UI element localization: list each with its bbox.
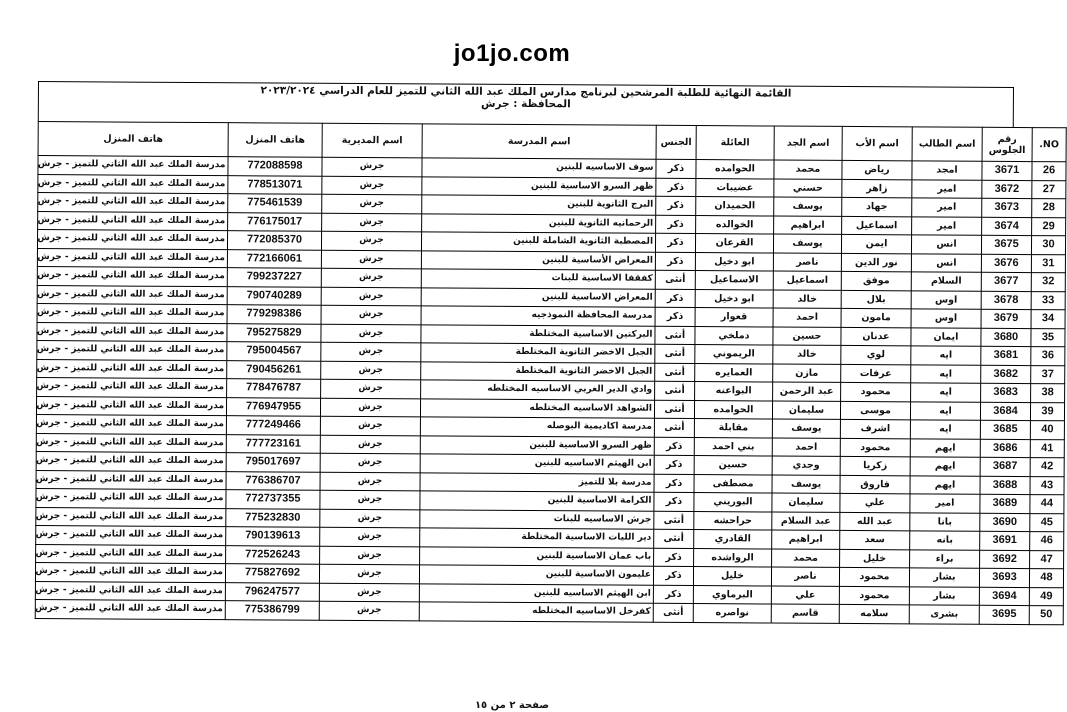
family-name: حسين xyxy=(694,456,772,475)
row-number: 44 xyxy=(1030,495,1064,514)
family-name: الرواشده xyxy=(694,548,772,567)
col-target-school: هاتف المنزل xyxy=(38,122,228,157)
school-name: البركتين الاساسية المختلطة xyxy=(421,324,655,344)
school-name: ابن الهيثم الاساسيه للبنين xyxy=(419,583,653,603)
directorate: جرش xyxy=(321,305,421,324)
grandfather-name: عبد السلام xyxy=(772,512,840,531)
family-name: بني احمد xyxy=(694,437,772,456)
home-phone: 775461539 xyxy=(228,194,322,213)
directorate: جرش xyxy=(320,435,420,454)
school-name: الشواهد الاساسيه المختلطه xyxy=(420,398,654,418)
seat-number: 3692 xyxy=(980,550,1030,569)
col-family-name: العائلة xyxy=(696,126,774,160)
target-school: مدرسة الملك عبد الله الثاني للتميز - جرش xyxy=(38,156,228,176)
home-phone: 775232830 xyxy=(226,508,320,527)
father-name: محمود xyxy=(841,382,911,401)
target-school: مدرسة الملك عبد الله الثاني للتميز - جرش xyxy=(36,544,226,564)
school-name: وادي الدير الغربي الاساسيه المختلطه xyxy=(421,380,655,400)
student-name: بشار xyxy=(909,586,979,605)
document-header xyxy=(38,81,1014,127)
family-name: الحوامده xyxy=(696,160,774,179)
family-name: مصطفى xyxy=(694,474,772,493)
gender: أنثى xyxy=(653,603,693,622)
seat-number: 3681 xyxy=(981,346,1031,365)
directorate: جرش xyxy=(321,268,421,287)
seat-number: 3672 xyxy=(982,180,1032,199)
seat-number: 3671 xyxy=(982,161,1032,180)
row-number: 27 xyxy=(1032,180,1066,199)
father-name: ايمن xyxy=(841,234,911,253)
grandfather-name: محمد xyxy=(772,549,840,568)
row-number: 41 xyxy=(1030,439,1064,458)
father-name: موفق xyxy=(841,271,911,290)
home-phone: 778513071 xyxy=(228,175,322,194)
row-number: 45 xyxy=(1030,513,1064,532)
row-number: 38 xyxy=(1031,384,1065,403)
target-school: مدرسة الملك عبد الله الثاني للتميز - جرش xyxy=(38,211,228,231)
school-name: مدرسة المحافظة النموذجيه xyxy=(421,306,655,326)
home-phone: 772085370 xyxy=(227,231,321,250)
directorate: جرش xyxy=(319,601,419,620)
father-name: سلامه xyxy=(839,604,909,623)
gender: أنثى xyxy=(654,511,694,530)
home-phone: 778476787 xyxy=(227,379,321,398)
seat-number: 3691 xyxy=(980,531,1030,550)
seat-number: 3682 xyxy=(981,365,1031,384)
seat-number: 3689 xyxy=(980,494,1030,513)
target-school: مدرسة الملك عبد الله الثاني للتميز - جرش xyxy=(37,378,227,398)
directorate: جرش xyxy=(322,194,422,213)
gender: ذكر xyxy=(654,548,694,567)
row-number: 36 xyxy=(1031,347,1065,366)
target-school: مدرسة الملك عبد الله الثاني للتميز - جرش xyxy=(36,470,226,490)
father-name: علي xyxy=(840,493,910,512)
directorate: جرش xyxy=(320,416,420,435)
target-school: مدرسة الملك عبد الله الثاني للتميز - جرش xyxy=(37,359,227,379)
student-name: ايه xyxy=(910,420,980,439)
gender: ذكر xyxy=(656,215,696,234)
seat-number: 3695 xyxy=(979,605,1029,624)
grandfather-name: سليمان xyxy=(772,493,840,512)
family-name: البوريني xyxy=(694,493,772,512)
gender: أنثى xyxy=(654,529,694,548)
family-name: العمايره xyxy=(695,363,773,382)
school-name: الكرامة الاساسية للبنين xyxy=(420,491,654,511)
target-school: مدرسة الملك عبد الله الثاني للتميز - جرش xyxy=(36,452,226,472)
gender: ذكر xyxy=(653,585,693,604)
directorate: جرش xyxy=(321,342,421,361)
gender: ذكر xyxy=(655,307,695,326)
family-name: القرعان xyxy=(695,234,773,253)
gender: ذكر xyxy=(654,492,694,511)
gender: ذكر xyxy=(656,178,696,197)
student-name: ايه xyxy=(911,383,981,402)
student-name: السلام xyxy=(911,272,981,291)
student-name: انس xyxy=(911,235,981,254)
family-name: الريموني xyxy=(695,345,773,364)
seat-number: 3684 xyxy=(980,402,1030,421)
target-school: مدرسة الملك عبد الله الثاني للتميز - جرش xyxy=(38,193,228,213)
home-phone: 772166061 xyxy=(227,249,321,268)
school-name: سوف الاساسيه للبنين xyxy=(422,158,656,178)
target-school: مدرسة الملك عبد الله الثاني للتميز - جرش xyxy=(37,230,227,250)
family-name: الاسماعيل xyxy=(695,271,773,290)
home-phone: 779298386 xyxy=(227,305,321,324)
target-school: مدرسة الملك عبد الله الثاني للتميز - جرش xyxy=(36,507,226,527)
home-phone: 776175017 xyxy=(228,212,322,231)
target-school: مدرسة الملك عبد الله الثاني للتميز - جرش xyxy=(36,396,226,416)
family-name: ابو دخيل xyxy=(695,289,773,308)
family-name: عضيبات xyxy=(696,178,774,197)
col-home-phone: هاتف المنزل xyxy=(228,123,322,158)
home-phone: 796247577 xyxy=(225,582,319,601)
home-phone: 795004567 xyxy=(227,342,321,361)
row-number: 47 xyxy=(1030,550,1064,569)
father-name: عرفات xyxy=(841,364,911,383)
home-phone: 790456261 xyxy=(227,360,321,379)
family-name: مقابلة xyxy=(694,419,772,438)
row-number: 34 xyxy=(1031,310,1065,329)
family-name: حراحشه xyxy=(694,511,772,530)
grandfather-name: حسني xyxy=(774,179,842,198)
gender: أنثى xyxy=(655,363,695,382)
directorate: جرش xyxy=(321,361,421,380)
student-name: براء xyxy=(910,549,980,568)
home-phone: 772088598 xyxy=(228,157,322,176)
grandfather-name: خالد xyxy=(773,345,841,364)
father-name: عدنان xyxy=(841,327,911,346)
candidates-table xyxy=(35,121,1067,625)
student-name: بشار xyxy=(909,568,979,587)
target-school: مدرسة الملك عبد الله الثاني للتميز - جرش xyxy=(37,304,227,324)
target-school: مدرسة الملك عبد الله الثاني للتميز - جرش xyxy=(36,415,226,435)
directorate: جرش xyxy=(321,324,421,343)
home-phone: 795275829 xyxy=(227,323,321,342)
student-name: امير xyxy=(910,494,980,513)
gender: أنثى xyxy=(655,326,695,345)
father-name: عبد الله xyxy=(840,512,910,531)
student-name: امجد xyxy=(912,161,982,180)
home-phone: 775386799 xyxy=(225,601,319,620)
seat-number: 3674 xyxy=(982,217,1032,236)
gender: ذكر xyxy=(655,233,695,252)
home-phone: 772526243 xyxy=(226,545,320,564)
row-number: 50 xyxy=(1029,606,1063,625)
row-number: 42 xyxy=(1030,458,1064,477)
school-name: مدرسة اكاديمية البوصله xyxy=(420,417,654,437)
directorate: جرش xyxy=(320,398,420,417)
target-school: مدرسة الملك عبد الله الثاني للتميز - جرش xyxy=(37,248,227,268)
father-name: اسماعيل xyxy=(842,216,912,235)
row-number: 29 xyxy=(1032,217,1066,236)
seat-number: 3693 xyxy=(979,568,1029,587)
father-name: زكريا xyxy=(840,456,910,475)
row-number: 30 xyxy=(1031,236,1065,255)
directorate: جرش xyxy=(321,250,421,269)
grandfather-name: سليمان xyxy=(772,401,840,420)
home-phone: 777723161 xyxy=(226,434,320,453)
directorate: جرش xyxy=(319,583,419,602)
school-name: جرش الاساسيه للبنات xyxy=(420,509,654,529)
home-phone: 795017697 xyxy=(226,453,320,472)
father-name: اشرف xyxy=(840,419,910,438)
school-name: كفرخل الاساسيه المختلطه xyxy=(419,602,653,622)
directorate: جرش xyxy=(320,509,420,528)
father-name: محمود xyxy=(839,567,909,586)
father-name: زاهر xyxy=(842,179,912,198)
site-watermark: jo1jo.com xyxy=(453,40,571,67)
grandfather-name: يوسف xyxy=(774,197,842,216)
school-name: مدرسة بلا للتميز xyxy=(420,472,654,492)
family-name: القادري xyxy=(694,530,772,549)
row-number: 39 xyxy=(1030,402,1064,421)
grandfather-name: محمد xyxy=(774,160,842,179)
row-number: 48 xyxy=(1029,569,1063,588)
col-school-name: اسم المدرسة xyxy=(422,124,656,159)
directorate: جرش xyxy=(320,490,420,509)
directorate: جرش xyxy=(321,287,421,306)
row-number: 32 xyxy=(1031,273,1065,292)
grandfather-name: يوسف xyxy=(773,234,841,253)
student-name: ايهم xyxy=(910,475,980,494)
target-school: مدرسة الملك عبد الله الثاني للتميز - جرش xyxy=(37,322,227,342)
directorate: جرش xyxy=(320,472,420,491)
directorate: جرش xyxy=(321,231,421,250)
student-name: اوس xyxy=(911,309,981,328)
target-school: مدرسة الملك عبد الله الثاني للتميز - جرش xyxy=(35,563,225,583)
student-name: ايهم xyxy=(910,457,980,476)
gender: أنثى xyxy=(655,270,695,289)
governorate-label: المحافظة : جرش xyxy=(480,97,571,111)
seat-number: 3673 xyxy=(982,198,1032,217)
seat-number: 3676 xyxy=(981,254,1031,273)
student-name: ايمان xyxy=(911,327,981,346)
student-name: ايه xyxy=(911,346,981,365)
grandfather-name: ابراهيم xyxy=(774,216,842,235)
seat-number: 3694 xyxy=(979,587,1029,606)
grandfather-name: احمد xyxy=(772,438,840,457)
gender: ذكر xyxy=(654,437,694,456)
family-name: قعوار xyxy=(695,308,773,327)
row-number: 49 xyxy=(1029,587,1063,606)
seat-number: 3677 xyxy=(981,272,1031,291)
directorate: جرش xyxy=(320,453,420,472)
directorate: جرش xyxy=(322,213,422,232)
target-school: مدرسة الملك عبد الله الثاني للتميز - جرش xyxy=(35,581,225,601)
seat-number: 3680 xyxy=(981,328,1031,347)
grandfather-name: اسماعيل xyxy=(773,271,841,290)
student-name: ايهم xyxy=(910,438,980,457)
student-name: بانا xyxy=(910,512,980,531)
school-name: المصطبة الثانوية الشاملة للبنين xyxy=(421,232,655,252)
family-name: البرماوي xyxy=(693,585,771,604)
gender: ذكر xyxy=(654,455,694,474)
seat-number: 3685 xyxy=(980,420,1030,439)
school-name: ظهر السرو الاساسية للبنين xyxy=(420,435,654,455)
gender: ذكر xyxy=(656,196,696,215)
school-name: عليمون الاساسية للبنين xyxy=(419,565,653,585)
row-number: 33 xyxy=(1031,291,1065,310)
father-name: خليل xyxy=(840,549,910,568)
school-name: باب عمان الاساسية للبنين xyxy=(420,546,654,566)
student-name: اوس xyxy=(911,290,981,309)
target-school: مدرسة الملك عبد الله الثاني للتميز - جرش xyxy=(36,526,226,546)
row-number: 35 xyxy=(1031,328,1065,347)
home-phone: 776386707 xyxy=(226,471,320,490)
target-school: مدرسة الملك عبد الله الثاني للتميز - جرش xyxy=(35,600,225,620)
directorate: جرش xyxy=(322,157,422,176)
father-name: سعد xyxy=(840,530,910,549)
seat-number: 3678 xyxy=(981,291,1031,310)
target-school: مدرسة الملك عبد الله الثاني للتميز - جرش xyxy=(37,285,227,305)
father-name: محمود xyxy=(839,586,909,605)
gender: أنثى xyxy=(654,400,694,419)
directorate: جرش xyxy=(320,527,420,546)
seat-number: 3683 xyxy=(981,383,1031,402)
grandfather-name: وجدي xyxy=(772,456,840,475)
target-school: مدرسة الملك عبد الله الثاني للتميز - جرش xyxy=(37,267,227,287)
father-name: مامون xyxy=(841,308,911,327)
col-directorate: اسم المديرية xyxy=(322,123,422,158)
family-name: دملخي xyxy=(695,326,773,345)
home-phone: 790139613 xyxy=(226,527,320,546)
gender: ذكر xyxy=(655,252,695,271)
candidate-list-sheet xyxy=(35,81,1059,624)
col-seat-number: رقم الجلوس xyxy=(982,127,1032,161)
grandfather-name: يوسف xyxy=(772,419,840,438)
student-name: ايه xyxy=(911,364,981,383)
grandfather-name: عبد الرحمن xyxy=(773,382,841,401)
gender: أنثى xyxy=(655,344,695,363)
grandfather-name: علي xyxy=(771,586,839,605)
gender: أنثى xyxy=(654,418,694,437)
grandfather-name: ناصر xyxy=(773,253,841,272)
row-number: 31 xyxy=(1031,254,1065,273)
row-number: 26 xyxy=(1032,162,1066,181)
grandfather-name: ناصر xyxy=(771,567,839,586)
family-name: البواعنه xyxy=(695,382,773,401)
family-name: ابو دخيل xyxy=(695,252,773,271)
seat-number: 3690 xyxy=(980,513,1030,532)
student-name: امير xyxy=(912,179,982,198)
school-name: ابن الهيثم الاساسيه للبنين xyxy=(420,454,654,474)
gender: ذكر xyxy=(656,159,696,178)
school-name: كفقفا الاساسية للبنات xyxy=(421,269,655,289)
grandfather-name: خالد xyxy=(773,290,841,309)
col-student-name: اسم الطالب xyxy=(912,127,982,161)
father-name: محمود xyxy=(840,438,910,457)
school-name: الجبل الاخضر الثانوية المختلطة xyxy=(421,361,655,381)
seat-number: 3687 xyxy=(980,457,1030,476)
row-number: 28 xyxy=(1032,199,1066,218)
gender: ذكر xyxy=(654,474,694,493)
father-name: جهاد xyxy=(842,197,912,216)
grandfather-name: ابراهيم xyxy=(772,530,840,549)
father-name: رياض xyxy=(842,160,912,179)
family-name: نواصره xyxy=(693,604,771,623)
target-school: مدرسة الملك عبد الله الثاني للتميز - جرش xyxy=(36,489,226,509)
seat-number: 3675 xyxy=(981,235,1031,254)
col-grandfather-name: اسم الجد xyxy=(774,126,842,160)
father-name: نور الدين xyxy=(841,253,911,272)
directorate: جرش xyxy=(322,176,422,195)
home-phone: 776947955 xyxy=(226,397,320,416)
student-name: انس xyxy=(911,253,981,272)
target-school: مدرسة الملك عبد الله الثاني للتميز - جرش xyxy=(38,174,228,194)
col-gender: الجنس xyxy=(656,125,696,159)
row-number: 37 xyxy=(1031,365,1065,384)
school-name: البرج الثانوية للبنين xyxy=(422,195,656,215)
target-school: مدرسة الملك عبد الله الثاني للتميز - جرش xyxy=(36,433,226,453)
target-school: مدرسة الملك عبد الله الثاني للتميز - جرش xyxy=(37,341,227,361)
school-name: المعراض الاساسية للبنين xyxy=(421,287,655,307)
grandfather-name: مازن xyxy=(773,364,841,383)
home-phone: 772737355 xyxy=(226,490,320,509)
father-name: بلال xyxy=(841,290,911,309)
document-title: القائمة النهائية للطلبة المرشحين لبرنامج مدارس الملك عبد الله الثاني للتميز للعام الدراسي ٢٠٢٣/٢٠٢٤ xyxy=(260,84,792,100)
directorate: جرش xyxy=(319,564,419,583)
seat-number: 3688 xyxy=(980,476,1030,495)
family-name: الخوالده xyxy=(696,215,774,234)
page-number: صفحة ٢ من ١٥ xyxy=(474,700,550,711)
row-number: 43 xyxy=(1030,476,1064,495)
grandfather-name: قاسم xyxy=(771,604,839,623)
student-name: بشرى xyxy=(909,605,979,624)
student-name: ايه xyxy=(910,401,980,420)
home-phone: 799237227 xyxy=(227,268,321,287)
student-name: بانه xyxy=(910,531,980,550)
grandfather-name: احمد xyxy=(773,308,841,327)
school-name: دير الليات الاساسية المختلطة xyxy=(420,528,654,548)
school-name: الرحمانيه الثانوية للبنين xyxy=(422,213,656,233)
student-name: امير xyxy=(912,216,982,235)
seat-number: 3679 xyxy=(981,309,1031,328)
home-phone: 775827692 xyxy=(225,564,319,583)
family-name: خليل xyxy=(693,567,771,586)
col-father-name: اسم الأب xyxy=(842,126,912,160)
directorate: جرش xyxy=(321,379,421,398)
col-no: NO. xyxy=(1032,128,1066,162)
school-name: الجبل الاخضر الثانوية المختلطة xyxy=(421,343,655,363)
father-name: لوي xyxy=(841,345,911,364)
gender: ذكر xyxy=(653,566,693,585)
student-name: امير xyxy=(912,198,982,217)
school-name: ظهر السرو الاساسية للبنين xyxy=(422,176,656,196)
grandfather-name: حسين xyxy=(773,327,841,346)
family-name: الحوامده xyxy=(694,400,772,419)
home-phone: 777249466 xyxy=(226,416,320,435)
row-number: 46 xyxy=(1030,532,1064,551)
grandfather-name: يوسف xyxy=(772,475,840,494)
gender: أنثى xyxy=(655,381,695,400)
directorate: جرش xyxy=(320,546,420,565)
home-phone: 790740289 xyxy=(227,286,321,305)
father-name: فاروق xyxy=(840,475,910,494)
seat-number: 3686 xyxy=(980,439,1030,458)
school-name: المعراض الأساسية للبنين xyxy=(421,250,655,270)
gender: ذكر xyxy=(655,289,695,308)
row-number: 40 xyxy=(1030,421,1064,440)
family-name: الحميدان xyxy=(696,197,774,216)
father-name: موسى xyxy=(840,401,910,420)
